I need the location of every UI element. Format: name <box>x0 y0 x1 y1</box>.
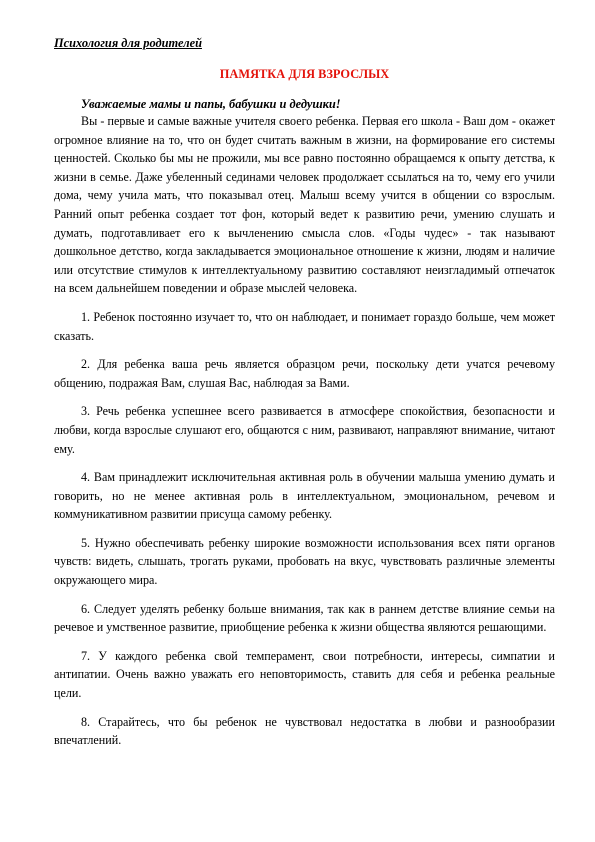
paragraph-gap <box>54 703 555 713</box>
paragraph-gap <box>54 637 555 647</box>
paragraph-gap <box>54 298 555 308</box>
document-title: ПАМЯТКА ДЛЯ ВЗРОСЛЫХ <box>219 67 390 81</box>
section-heading: Психология для родителей <box>54 36 202 50</box>
list-item: 1. Ребенок постоянно изучает то, что он наблюдает, и понимает гораздо больше, чем может сказать. <box>54 309 555 343</box>
list-item: 3. Речь ребенка успешнее всего развивается в атмосфере спокойствия, безопасности и любви, когда взрослые слушают его, общаются с ним, развивают, направляют внимание, читают ему. <box>54 404 555 456</box>
list-item: 7. У каждого ребенка свой темперамент, свои потребности, интересы, симпатии и антипатии. Очень важно уважать его неповторимость, ставить для себя и ребенка реальные цели. <box>54 648 555 701</box>
intro-paragraph: Вы - первые и самые важные учителя своего ребенка. Первая его школа - Ваш дом - окажет огромное влияние на то, что он будет считать важным в жизни, на формирование его системы ценностей. Сколько бы мы не прожили, мы все равно постоянно обращаемся к опыту детства, к жизни в семье. Даже убеленный сединами человек продолжает ссылаться на то, чему его учили дома, чему учила мать, что показывал отец. Малыш всему учится в общении со взрослым. Ранний опыт ребенка создает тот фон, который ведет к развитию речи, умению слушать и думать, подготавливает его к вычленению смысла слов. «Годы чудес» - так называют дошкольное детство, когда закладывается эмоциональное отношение к жизни, людям и наличие или отсутствие стимулов к интеллектуальному развитию составляют неизгладимый отпечаток на всем дальнейшем поведении и образе мыслей человека. <box>54 114 555 296</box>
paragraph-gap <box>54 345 555 355</box>
paragraph-gap <box>54 524 555 534</box>
list-item: 6. Следует уделять ребенку больше внимания, так как в раннем детстве влияние семьи на речевое и умственное развитие, приобщение ребенка к жизни общества являются решающими. <box>54 601 555 635</box>
document-page <box>54 36 555 750</box>
paragraph-gap <box>54 392 555 402</box>
paragraph-gap <box>54 590 555 600</box>
list-item: 2. Для ребенка ваша речь является образцом речи, поскольку дети учатся речевому общению, подражая Вам, слушая Вас, наблюдая за Вами. <box>54 357 555 390</box>
paragraph-gap <box>54 458 555 468</box>
list-item: 4. Вам принадлежит исключительная активная роль в обучении малыша умению думать и говорить, но не менее активная роль в интеллектуальном, эмоциональном, речевом и коммуникативном развитии присуща самому ребенку. <box>54 470 555 522</box>
list-item: 5. Нужно обеспечивать ребенку широкие возможности использования всех пяти органов чувств: видеть, слышать, трогать руками, пробовать на вкус, чувствовать различные элементы окружающего мира. <box>54 535 555 588</box>
list-item: 8. Старайтесь, что бы ребенок не чувствовал недостатка в любви и разнообразии впечатлений. <box>54 714 555 748</box>
greeting: Уважаемые мамы и папы, бабушки и дедушки! <box>81 97 341 111</box>
